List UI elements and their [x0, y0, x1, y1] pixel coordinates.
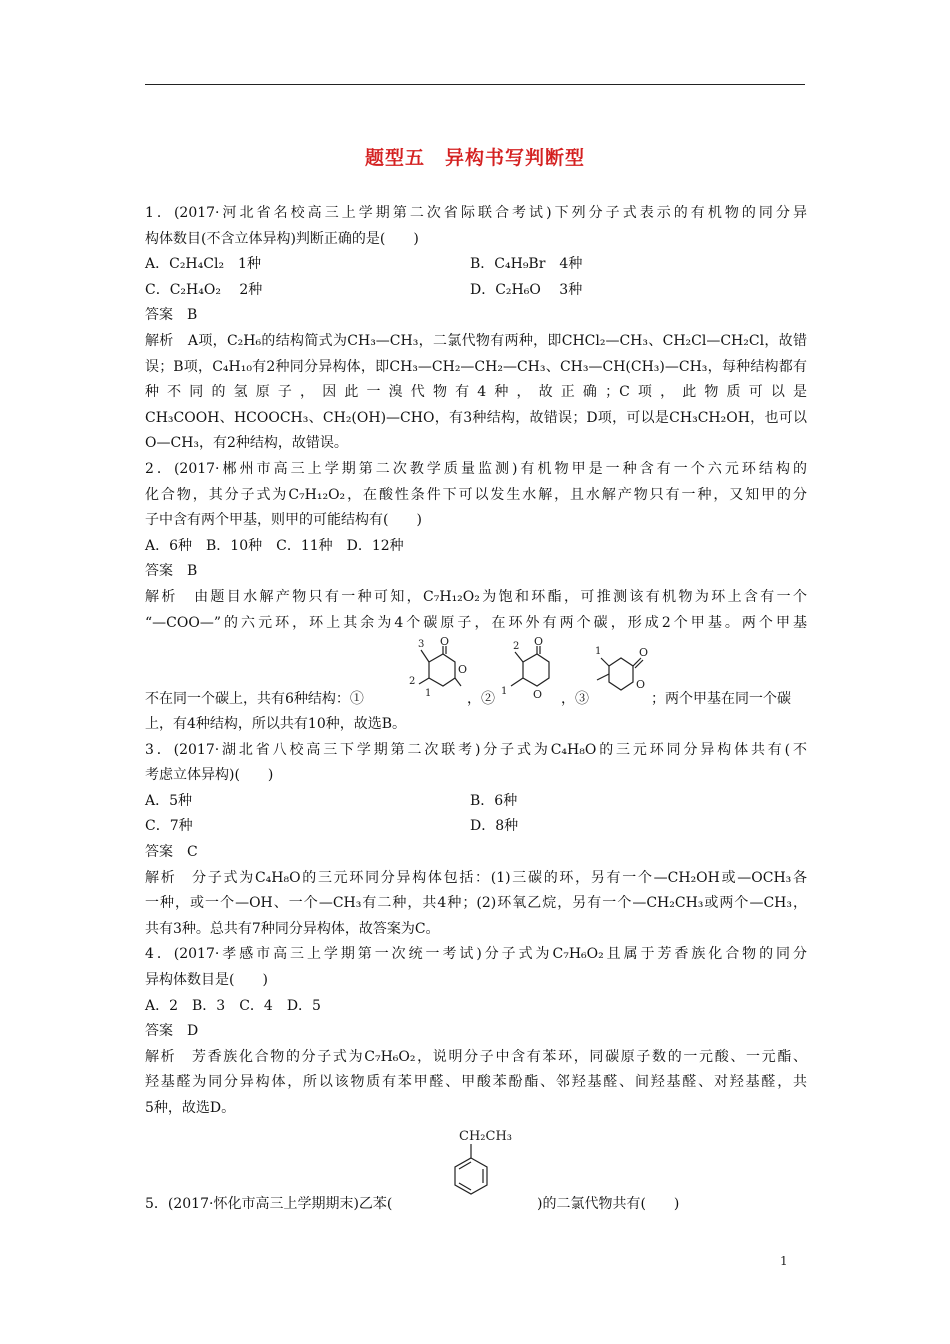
q3-stem-line1: 3．(2017·湖北省八校高三下学期第二次联考)分子式为C₄H₈O的三元环同分异构体共有(不 [145, 741, 807, 758]
q2-explanation-line1: 解析 由题目水解产物只有一种可知，C₇H₁₂O₂为饱和环酯，可推测该有机物为环上含有一个 [145, 588, 807, 605]
q3-options-row2 [145, 814, 807, 840]
q3-stem-line2: 考虑立体异构)( ) [145, 767, 274, 784]
q5-stem-a: 5．(2017·怀化市高三上学期期末)乙苯( [145, 1196, 393, 1212]
q2-answer: 答案 B [145, 563, 198, 580]
q1-options-row1 [145, 252, 807, 278]
q3-option-b: B．6种 [470, 792, 518, 809]
q3-explanation-line1: 解析 分子式为C₄H₈O的三元环同分异构体包括：(1)三碳的环，另有一个—CH₂OH或—OCH₃各 [145, 869, 807, 886]
structure-2 [497, 636, 561, 712]
q3-option-c: C．7种 [145, 818, 193, 835]
s1-label-3: 3 [418, 639, 425, 651]
document-body [145, 201, 807, 1218]
s1-carbonyl-o: O [440, 636, 450, 649]
q3-answer: 答案 C [145, 844, 198, 861]
q4-stem-line2: 异构体数目是( ) [145, 972, 268, 989]
q4-explanation-line1: 解析 芳香族化合物的分子式为C₇H₆O₂，说明分子中含有苯环，同碳原子数的一元酸、一元酯、 [145, 1048, 807, 1065]
q2-explanation-line3-d: ；两个甲基在同一个碳 [651, 690, 791, 707]
q1-option-c: C．C₂H₄O₂ 2种 [145, 281, 263, 298]
s2-carbonyl-o: O [534, 636, 544, 649]
q3-explanation-line3: 共有3种。总共有7种同分异构体，故答案为C。 [145, 920, 440, 937]
s1-label-1: 1 [425, 688, 432, 700]
q2-explanation-line3-a: 不在同一个碳上，共有6种结构：① [145, 690, 364, 707]
page-number: 1 [780, 1254, 788, 1268]
s3-label-1: 1 [595, 646, 602, 658]
s1-ring-o: O [458, 663, 467, 677]
q1-option-b: B．C₄H₉Br 4种 [470, 256, 583, 273]
q4-explanation-line3: 5种，故选D。 [145, 1100, 236, 1116]
header-rule [145, 84, 805, 85]
q1-option-d: D．C₂H₆O 3种 [470, 281, 583, 298]
q2-stem-line1: 2．(2017·郴州市高三上学期第二次教学质量监测)有机物甲是一种含有一个六元环结构的 [145, 460, 807, 477]
q3-explanation-line2: 一种，或一个—OH、一个—CH₃有二种，共4种；(2)环氧乙烷，另有一个—CH₂CH₃或两个—CH₃， [145, 895, 807, 912]
q5-row [145, 1122, 807, 1218]
q2-stem-line3: 子中含有两个甲基，则甲的可能结构有( ) [145, 512, 422, 529]
q1-explanation-line2: 误；B项，C₄H₁₀有2种同分异构体，即CH₃—CH₂—CH₂—CH₃、CH₃—CH(CH₃)—CH₃，每种结构都有 [145, 358, 807, 375]
s2-label-2: 2 [513, 641, 520, 653]
s2-label-1: 1 [501, 686, 508, 698]
q4-stem-line1: 4．(2017·孝感市高三上学期第一次统一考试)分子式为C₇H₆O₂且属于芳香族化合物的同分 [145, 946, 807, 963]
ethylbenzene-structure [437, 1126, 529, 1218]
s3-ring-o: O [636, 678, 646, 692]
q5-stem-b: )的二氯代物共有( ) [537, 1196, 680, 1212]
q3-options-row1 [145, 789, 807, 815]
q1-explanation-line3: 种不同的氢原子，因此一溴代物有4种，故正确；C项，此物质可以是 [145, 384, 807, 401]
q1-options-row2 [145, 278, 807, 304]
q1-stem-line1: 1．(2017·河北省名校高三上学期第二次省际联合考试)下列分子式表示的有机物的同分异 [145, 205, 807, 221]
q2-explanation-line4: 上，有4种结构，所以共有10种，故选B。 [145, 716, 407, 733]
q1-explanation-line5: O—CH₃，有2种结构，故错误。 [145, 435, 348, 452]
q3-option-d: D．8种 [470, 818, 519, 835]
s2-ring-o: O [533, 688, 543, 702]
q1-explanation-line1: 解析 A项，C₂H₆的结构简式为CH₃—CH₃，二氯代物有两种，即CHCl₂—CH₃、CH₂Cl—CH₂Cl，故错 [145, 332, 807, 349]
q2-explanation-line2: “—COO—”的六元环，环上其余为4个碳原子，在环外有两个碳，形成2个甲基。两个甲基 [145, 614, 807, 631]
q1-answer: 答案 B [145, 307, 198, 324]
s3-carbonyl-o: O [639, 646, 649, 660]
q4-options: A．2 B．3 C．4 D．5 [145, 997, 321, 1014]
q1-stem-line2: 构体数目(不含立体异构)判断正确的是( ) [145, 230, 419, 247]
q4-answer: 答案 D [145, 1023, 199, 1040]
page-title: 题型五 异构书写判断型 [364, 147, 585, 169]
q2-stem-line2: 化合物，其分子式为C₇H₁₂O₂，在酸性条件下可以发生水解，且水解产物只有一种，又知甲的分 [145, 486, 807, 503]
q2-explanation-line3-b: ，② [467, 690, 495, 707]
q3-option-a: A．5种 [145, 792, 193, 809]
structure-3 [591, 636, 651, 712]
ethyl-group-label: CH₂CH₃ [459, 1128, 512, 1144]
q2-options: A．6种 B．10种 C．11种 D．12种 [145, 537, 404, 554]
q4-explanation-line2: 羟基醛为同分异构体，所以该物质有苯甲醛、甲酸苯酚酯、邻羟基醛、间羟基醛、对羟基醛，共 [145, 1074, 807, 1091]
s1-label-2: 2 [409, 676, 416, 688]
q1-option-a: A．C₂H₄Cl₂ 1种 [145, 256, 261, 273]
q2-structures-row [145, 636, 807, 712]
structure-1 [403, 636, 467, 712]
q2-explanation-line3-c: ，③ [561, 690, 589, 707]
q1-explanation-line4: CH₃COOH、HCOOCH₃、CH₂(OH)—CHO，有3种结构，故错误；D项，可以是CH₃CH₂OH，也可以 [145, 409, 807, 426]
